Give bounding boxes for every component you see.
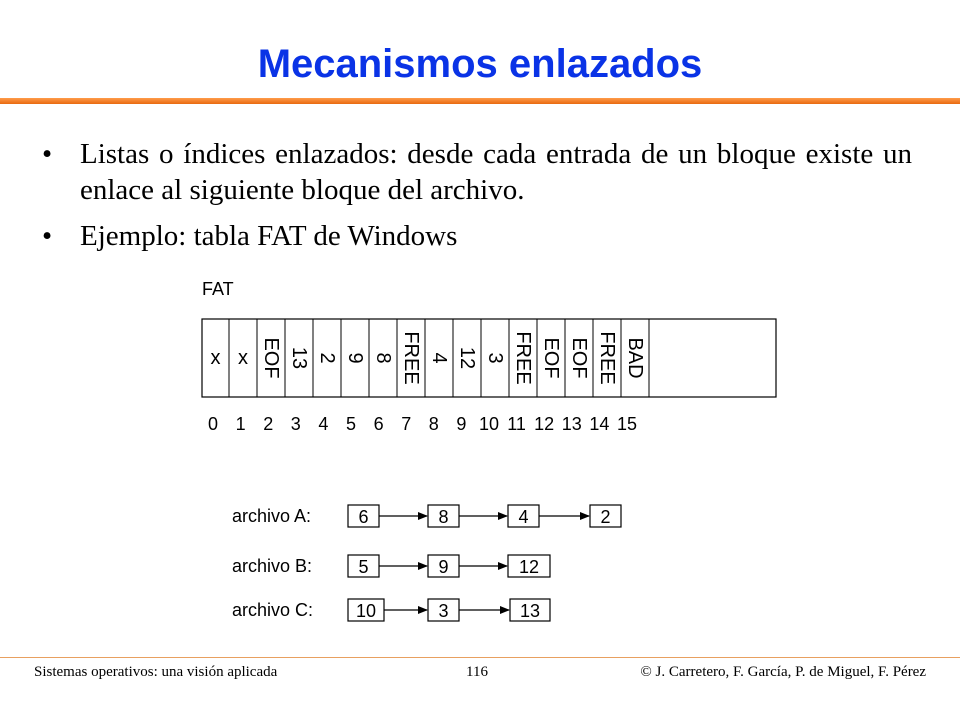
chain-block-value: 4 — [518, 507, 529, 527]
footer-book-title: Sistemas operativos: una visión aplicada — [34, 664, 278, 680]
fat-label: FAT — [202, 279, 234, 299]
chain-block-value: 12 — [518, 557, 540, 577]
fat-index: 14 — [589, 414, 610, 434]
bullet-dot: • — [42, 220, 53, 252]
chain-block-value: 6 — [358, 507, 369, 527]
fat-index: 11 — [507, 414, 526, 434]
fat-index: 8 — [428, 414, 439, 434]
slide-title: Mecanismos enlazados — [257, 42, 703, 86]
fat-index: 12 — [534, 414, 555, 434]
chain-block-value: 5 — [358, 557, 369, 577]
footer-rule — [0, 657, 960, 658]
footer-page-number: 116 — [466, 664, 488, 680]
fat-index: 3 — [290, 414, 301, 434]
fat-entry: FREE — [400, 331, 422, 385]
fat-index: 6 — [373, 414, 384, 434]
fat-entry: 8 — [372, 352, 394, 364]
chain-label: archivo A: — [232, 506, 312, 526]
fat-entry: EOF — [540, 337, 562, 379]
bullet-text: Ejemplo: tabla FAT de Windows — [80, 220, 458, 252]
fat-indices — [208, 414, 637, 434]
fat-index: 15 — [616, 414, 638, 434]
fat-index: 9 — [456, 414, 467, 434]
fat-index: 5 — [345, 414, 357, 434]
chain-block-value: 13 — [519, 601, 541, 621]
fat-entry: EOF — [568, 337, 590, 379]
fat-entry: 2 — [316, 352, 338, 364]
fat-index: 13 — [561, 414, 582, 434]
chain-label: archivo B: — [232, 556, 313, 576]
fat-index: 2 — [263, 414, 274, 434]
fat-entry: x — [210, 347, 221, 369]
fat-entry: BAD — [624, 337, 646, 379]
fat-entry: x — [238, 347, 248, 369]
bullet-text: Listas o índices enlazados: desde cada entrada de un bloque existe un enlace al siguiente bloque del archivo. — [80, 138, 912, 206]
file-chains — [232, 505, 621, 621]
chain-block-value: 8 — [438, 507, 449, 527]
fat-entry: EOF — [260, 337, 282, 379]
fat-index: 1 — [235, 414, 246, 434]
fat-entry: 9 — [344, 352, 366, 364]
chain-block-value: 10 — [355, 601, 377, 621]
fat-entry: 13 — [288, 346, 310, 370]
fat-entry: 4 — [428, 352, 450, 364]
fat-entry: FREE — [596, 331, 618, 385]
fat-index: 4 — [318, 414, 329, 434]
fat-entry: FREE — [512, 331, 534, 385]
fat-entry: 12 — [456, 346, 478, 370]
chain-label: archivo C: — [232, 600, 314, 620]
fat-table — [202, 319, 776, 397]
fat-index: 0 — [207, 414, 219, 434]
chain-block-value: 9 — [438, 557, 449, 577]
fat-entry: 3 — [484, 352, 506, 364]
footer-authors: © J. Carretero, F. García, P. de Miguel, F. Pérez — [640, 664, 926, 680]
fat-index: 7 — [401, 414, 412, 434]
fat-index: 10 — [478, 414, 500, 434]
bullet-dot: • — [42, 138, 53, 170]
chain-block-value: 3 — [438, 601, 449, 621]
chain-block-value: 2 — [600, 507, 611, 527]
